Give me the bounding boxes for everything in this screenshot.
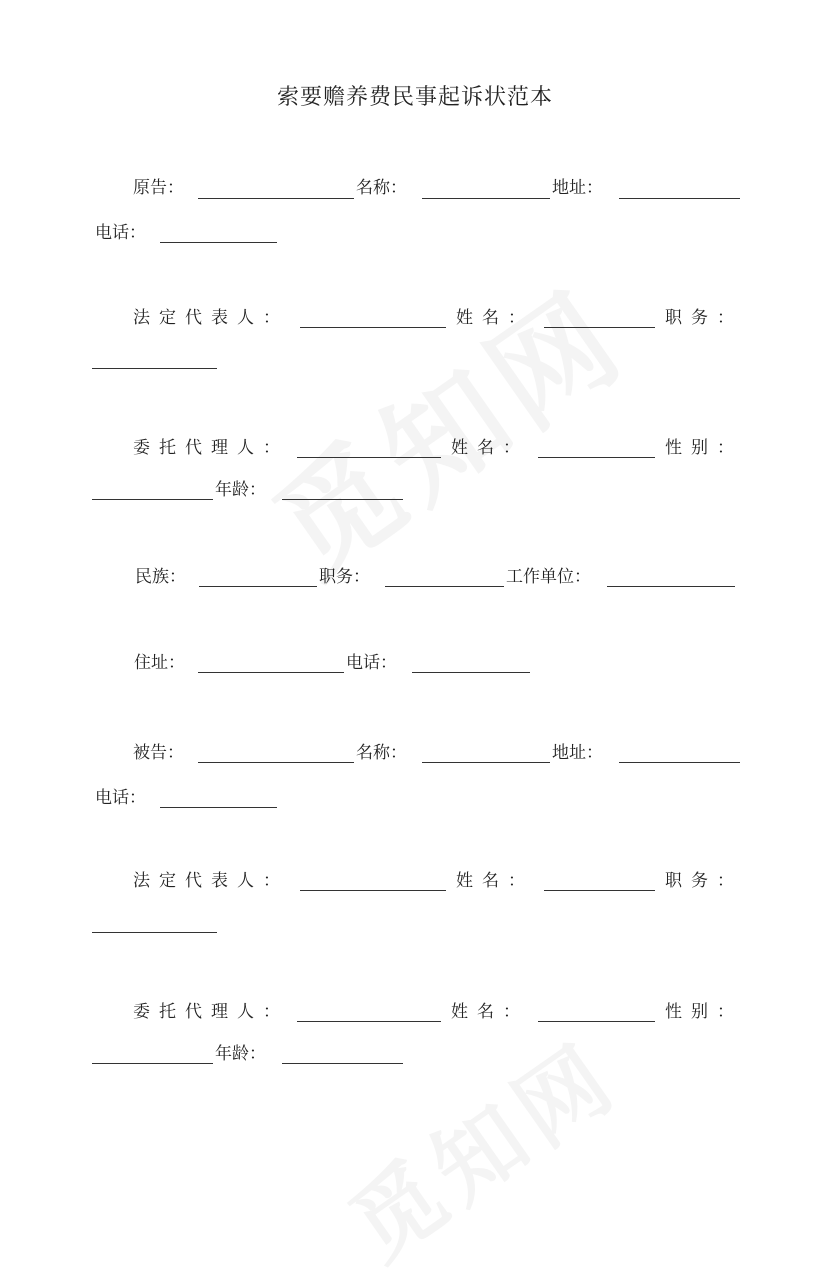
plaintiff-agent-label: 委托代理人：	[133, 438, 289, 458]
plaintiff-phone-field[interactable]	[160, 226, 277, 243]
defendant-agent-gender-label: 性别：	[665, 1002, 743, 1022]
ethnicity-label: 民族：	[135, 567, 186, 587]
plaintiff-agent-name-field[interactable]	[538, 441, 655, 458]
defendant-agent-name-label: 姓名：	[451, 1002, 529, 1022]
plaintiff-name-label: 名称：	[356, 178, 407, 198]
plaintiff-address-label: 地址：	[552, 178, 603, 198]
defendant-phone-field[interactable]	[160, 791, 277, 808]
agent-phone-field[interactable]	[412, 656, 530, 673]
defendant-legal-rep-name-field[interactable]	[544, 874, 655, 891]
defendant-agent-name-field[interactable]	[538, 1005, 655, 1022]
defendant-agent-age-label: 年龄：	[215, 1044, 266, 1064]
agent-phone-label: 电话：	[346, 653, 397, 673]
defendant-legal-rep-field[interactable]	[300, 874, 446, 891]
plaintiff-name-field[interactable]	[422, 182, 550, 199]
plaintiff-address-field[interactable]	[619, 182, 740, 199]
plaintiff-label: 原告：	[133, 178, 184, 198]
plaintiff-agent-gender-field[interactable]	[92, 483, 213, 500]
residence-field[interactable]	[198, 656, 344, 673]
plaintiff-legal-rep-name-field[interactable]	[544, 311, 655, 328]
defendant-legal-rep-position-field[interactable]	[92, 916, 217, 933]
plaintiff-agent-age-label: 年龄：	[215, 480, 266, 500]
defendant-address-field[interactable]	[619, 746, 740, 763]
defendant-field[interactable]	[198, 746, 354, 763]
defendant-address-label: 地址：	[552, 743, 603, 763]
page-title: 索要赡养费民事起诉状范本	[276, 85, 553, 110]
defendant-agent-label: 委托代理人：	[133, 1002, 289, 1022]
plaintiff-legal-rep-field[interactable]	[300, 311, 446, 328]
defendant-name-label: 名称：	[356, 743, 407, 763]
plaintiff-agent-gender-label: 性别：	[665, 438, 743, 458]
ethnicity-field[interactable]	[199, 570, 317, 587]
defendant-agent-age-field[interactable]	[282, 1047, 403, 1064]
defendant-legal-rep-label: 法定代表人：	[133, 871, 289, 891]
work-unit-field[interactable]	[607, 570, 735, 587]
defendant-agent-gender-field[interactable]	[92, 1047, 213, 1064]
plaintiff-agent-age-field[interactable]	[282, 483, 403, 500]
plaintiff-agent-name-label: 姓名：	[451, 438, 529, 458]
defendant-legal-rep-name-label: 姓名：	[456, 871, 534, 891]
watermark	[236, 244, 654, 609]
defendant-name-field[interactable]	[422, 746, 550, 763]
defendant-agent-field[interactable]	[297, 1005, 441, 1022]
plaintiff-legal-rep-position-field[interactable]	[92, 352, 217, 369]
agent-position-label: 职务：	[319, 567, 370, 587]
plaintiff-agent-field[interactable]	[297, 441, 441, 458]
plaintiff-legal-rep-name-label: 姓名：	[456, 308, 534, 328]
residence-label: 住址：	[134, 653, 185, 673]
plaintiff-legal-rep-position-label: 职务：	[665, 308, 743, 328]
plaintiff-legal-rep-label: 法定代表人：	[133, 308, 289, 328]
defendant-label: 被告：	[133, 743, 184, 763]
defendant-phone-label: 电话：	[95, 788, 146, 808]
plaintiff-field[interactable]	[198, 182, 354, 199]
agent-position-field[interactable]	[385, 570, 504, 587]
work-unit-label: 工作单位：	[506, 567, 591, 587]
plaintiff-phone-label: 电话：	[95, 223, 146, 243]
defendant-legal-rep-position-label: 职务：	[665, 871, 743, 891]
